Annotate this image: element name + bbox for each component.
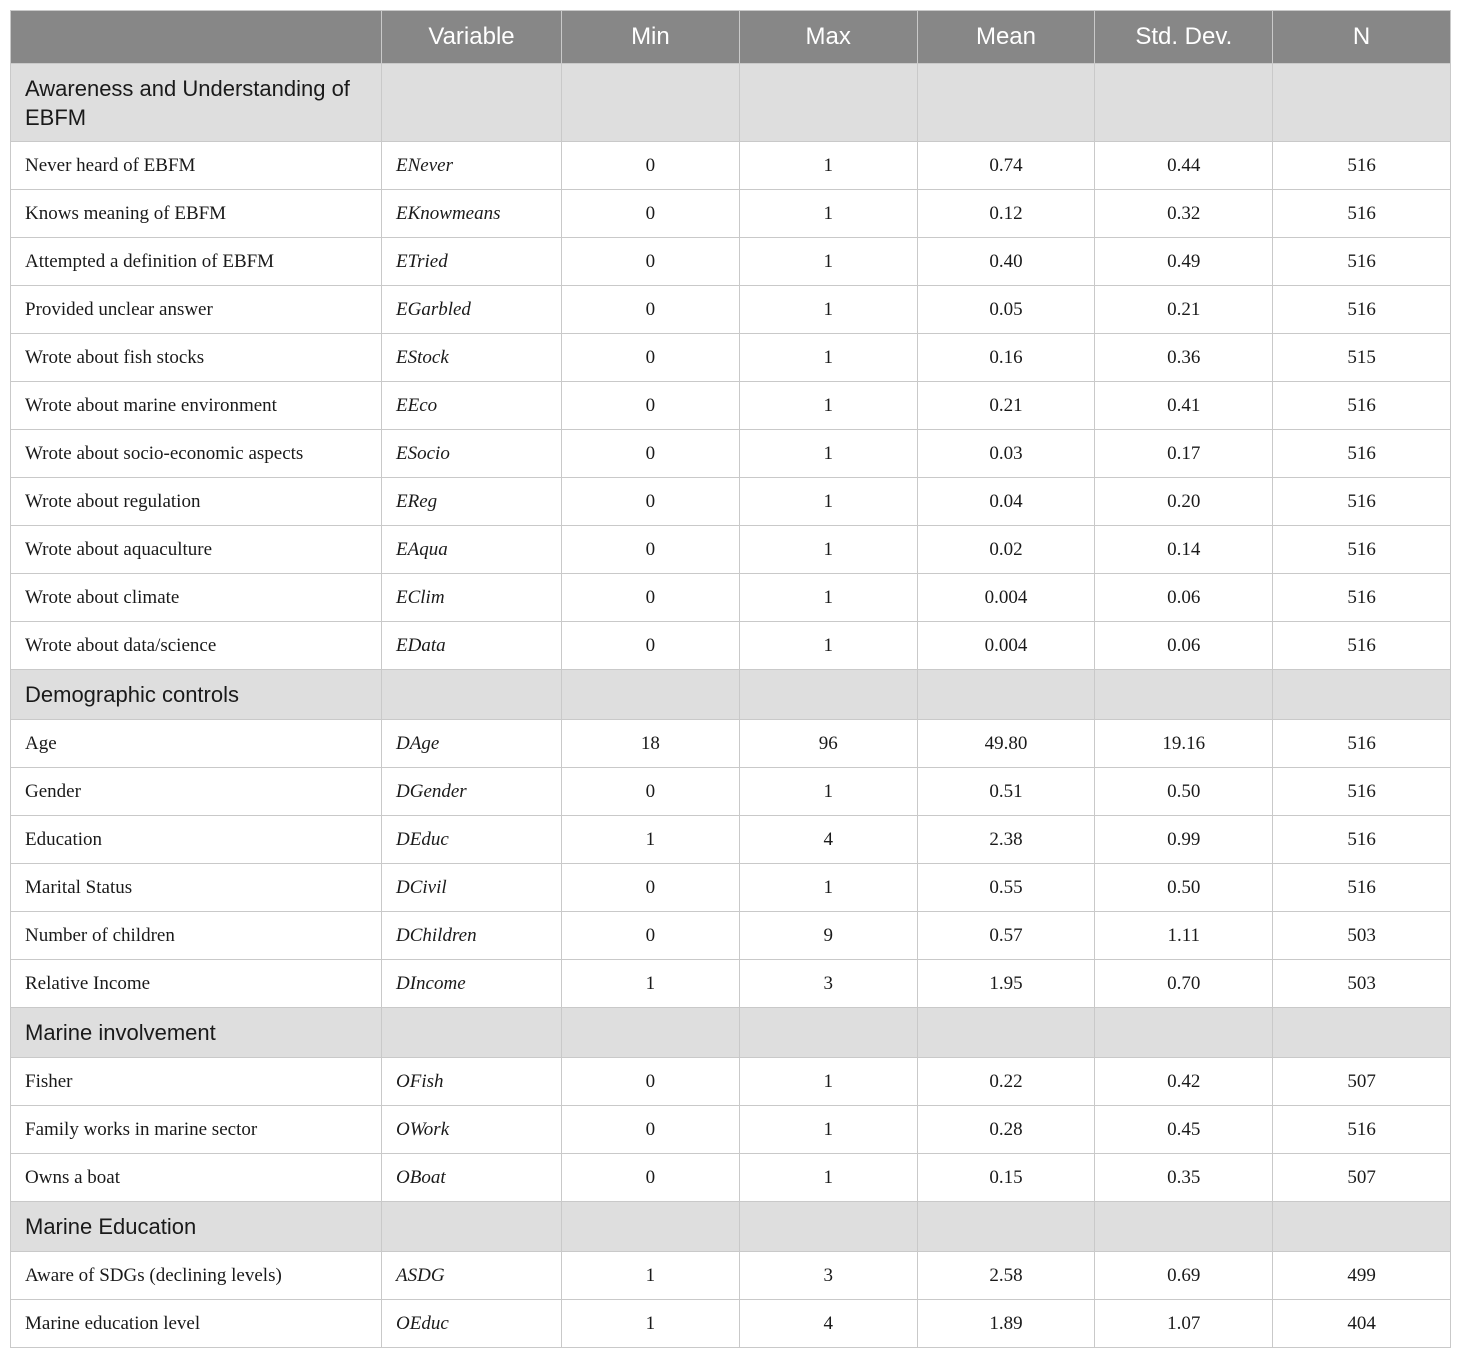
- n-value: 516: [1273, 190, 1451, 238]
- section-empty-cell: [739, 1008, 917, 1058]
- max-value: 1: [739, 1058, 917, 1106]
- table-row: [11, 430, 1451, 478]
- mean-value: 2.58: [917, 1252, 1095, 1300]
- mean-value: 0.12: [917, 190, 1095, 238]
- max-value: 3: [739, 1252, 917, 1300]
- row-label: Never heard of EBFM: [11, 142, 382, 190]
- section-empty-cell: [1273, 670, 1451, 720]
- section-empty-cell: [739, 64, 917, 142]
- n-value: 516: [1273, 720, 1451, 768]
- mean-value: 0.57: [917, 912, 1095, 960]
- n-value: 404: [1273, 1300, 1451, 1348]
- mean-value: 2.38: [917, 816, 1095, 864]
- row-label: Fisher: [11, 1058, 382, 1106]
- max-value: 4: [739, 1300, 917, 1348]
- std-dev-value: 0.49: [1095, 238, 1273, 286]
- variable-name: DGender: [382, 768, 562, 816]
- mean-value: 1.95: [917, 960, 1095, 1008]
- table-row: [11, 768, 1451, 816]
- variable-name: DEduc: [382, 816, 562, 864]
- min-value: 0: [562, 1154, 740, 1202]
- section-empty-cell: [1273, 1008, 1451, 1058]
- table-row: [11, 574, 1451, 622]
- min-value: 1: [562, 1252, 740, 1300]
- variable-name: OWork: [382, 1106, 562, 1154]
- table-row: [11, 960, 1451, 1008]
- section-header-row: [11, 1008, 1451, 1058]
- std-dev-value: 0.35: [1095, 1154, 1273, 1202]
- n-value: 516: [1273, 526, 1451, 574]
- row-label: Relative Income: [11, 960, 382, 1008]
- section-empty-cell: [917, 1202, 1095, 1252]
- max-value: 4: [739, 816, 917, 864]
- std-dev-value: 19.16: [1095, 720, 1273, 768]
- n-value: 499: [1273, 1252, 1451, 1300]
- variable-name: ASDG: [382, 1252, 562, 1300]
- table-row: [11, 912, 1451, 960]
- n-value: 516: [1273, 238, 1451, 286]
- variable-name: EGarbled: [382, 286, 562, 334]
- section-empty-cell: [739, 1202, 917, 1252]
- min-value: 0: [562, 864, 740, 912]
- header-std-dev: Std. Dev.: [1095, 11, 1273, 64]
- descriptive-statistics-table: [10, 10, 1451, 1348]
- std-dev-value: 0.17: [1095, 430, 1273, 478]
- mean-value: 0.15: [917, 1154, 1095, 1202]
- row-label: Wrote about marine environment: [11, 382, 382, 430]
- table-row: [11, 1300, 1451, 1348]
- row-label: Number of children: [11, 912, 382, 960]
- mean-value: 0.51: [917, 768, 1095, 816]
- min-value: 0: [562, 142, 740, 190]
- variable-name: DAge: [382, 720, 562, 768]
- std-dev-value: 0.06: [1095, 622, 1273, 670]
- n-value: 503: [1273, 912, 1451, 960]
- max-value: 1: [739, 1106, 917, 1154]
- std-dev-value: 0.20: [1095, 478, 1273, 526]
- n-value: 516: [1273, 142, 1451, 190]
- section-empty-cell: [382, 1008, 562, 1058]
- std-dev-value: 0.44: [1095, 142, 1273, 190]
- min-value: 0: [562, 622, 740, 670]
- header-min: Min: [562, 11, 740, 64]
- variable-name: EAqua: [382, 526, 562, 574]
- section-header-row: [11, 1202, 1451, 1252]
- row-label: Aware of SDGs (declining levels): [11, 1252, 382, 1300]
- section-empty-cell: [1095, 1008, 1273, 1058]
- min-value: 0: [562, 238, 740, 286]
- row-label: Family works in marine sector: [11, 1106, 382, 1154]
- std-dev-value: 0.06: [1095, 574, 1273, 622]
- table-row: [11, 816, 1451, 864]
- variable-name: OEduc: [382, 1300, 562, 1348]
- std-dev-value: 0.42: [1095, 1058, 1273, 1106]
- section-header-row: [11, 670, 1451, 720]
- section-title: Awareness and Understanding of EBFM: [11, 64, 382, 142]
- table-row: [11, 478, 1451, 526]
- table-row: [11, 1252, 1451, 1300]
- min-value: 0: [562, 382, 740, 430]
- section-empty-cell: [562, 1202, 740, 1252]
- table-row: [11, 286, 1451, 334]
- std-dev-value: 0.14: [1095, 526, 1273, 574]
- table-row: [11, 238, 1451, 286]
- n-value: 515: [1273, 334, 1451, 382]
- section-empty-cell: [1095, 670, 1273, 720]
- mean-value: 0.55: [917, 864, 1095, 912]
- section-empty-cell: [562, 670, 740, 720]
- variable-name: EReg: [382, 478, 562, 526]
- table-row: [11, 864, 1451, 912]
- min-value: 0: [562, 574, 740, 622]
- row-label: Attempted a definition of EBFM: [11, 238, 382, 286]
- min-value: 0: [562, 1058, 740, 1106]
- variable-name: ETried: [382, 238, 562, 286]
- std-dev-value: 0.69: [1095, 1252, 1273, 1300]
- n-value: 516: [1273, 1106, 1451, 1154]
- mean-value: 0.02: [917, 526, 1095, 574]
- max-value: 1: [739, 574, 917, 622]
- variable-name: EData: [382, 622, 562, 670]
- section-title: Demographic controls: [11, 670, 382, 720]
- n-value: 503: [1273, 960, 1451, 1008]
- mean-value: 0.28: [917, 1106, 1095, 1154]
- section-empty-cell: [382, 1202, 562, 1252]
- header-row: [11, 11, 1451, 64]
- std-dev-value: 0.36: [1095, 334, 1273, 382]
- min-value: 18: [562, 720, 740, 768]
- row-label: Gender: [11, 768, 382, 816]
- max-value: 1: [739, 768, 917, 816]
- row-label: Education: [11, 816, 382, 864]
- variable-name: EKnowmeans: [382, 190, 562, 238]
- min-value: 1: [562, 1300, 740, 1348]
- variable-name: EStock: [382, 334, 562, 382]
- table-row: [11, 622, 1451, 670]
- min-value: 1: [562, 816, 740, 864]
- header-variable: Variable: [382, 11, 562, 64]
- std-dev-value: 0.32: [1095, 190, 1273, 238]
- min-value: 0: [562, 286, 740, 334]
- std-dev-value: 0.21: [1095, 286, 1273, 334]
- row-label: Wrote about socio-economic aspects: [11, 430, 382, 478]
- table-row: [11, 720, 1451, 768]
- table-row: [11, 526, 1451, 574]
- std-dev-value: 0.99: [1095, 816, 1273, 864]
- n-value: 516: [1273, 768, 1451, 816]
- variable-name: DIncome: [382, 960, 562, 1008]
- std-dev-value: 0.45: [1095, 1106, 1273, 1154]
- variable-name: DChildren: [382, 912, 562, 960]
- mean-value: 0.16: [917, 334, 1095, 382]
- variable-name: EEco: [382, 382, 562, 430]
- header-mean: Mean: [917, 11, 1095, 64]
- max-value: 1: [739, 238, 917, 286]
- variable-name: DCivil: [382, 864, 562, 912]
- min-value: 0: [562, 334, 740, 382]
- header-empty: [11, 11, 382, 64]
- n-value: 516: [1273, 478, 1451, 526]
- max-value: 3: [739, 960, 917, 1008]
- n-value: 516: [1273, 430, 1451, 478]
- mean-value: 0.40: [917, 238, 1095, 286]
- min-value: 0: [562, 190, 740, 238]
- section-empty-cell: [739, 670, 917, 720]
- n-value: 516: [1273, 286, 1451, 334]
- table-row: [11, 1106, 1451, 1154]
- std-dev-value: 0.70: [1095, 960, 1273, 1008]
- n-value: 507: [1273, 1154, 1451, 1202]
- n-value: 516: [1273, 864, 1451, 912]
- std-dev-value: 0.41: [1095, 382, 1273, 430]
- max-value: 96: [739, 720, 917, 768]
- n-value: 516: [1273, 382, 1451, 430]
- section-title: Marine involvement: [11, 1008, 382, 1058]
- mean-value: 0.21: [917, 382, 1095, 430]
- section-empty-cell: [917, 1008, 1095, 1058]
- n-value: 516: [1273, 816, 1451, 864]
- max-value: 1: [739, 478, 917, 526]
- mean-value: 0.03: [917, 430, 1095, 478]
- max-value: 1: [739, 382, 917, 430]
- row-label: Marital Status: [11, 864, 382, 912]
- std-dev-value: 0.50: [1095, 864, 1273, 912]
- max-value: 1: [739, 430, 917, 478]
- table-row: [11, 142, 1451, 190]
- row-label: Age: [11, 720, 382, 768]
- section-empty-cell: [1095, 64, 1273, 142]
- min-value: 0: [562, 768, 740, 816]
- min-value: 1: [562, 960, 740, 1008]
- max-value: 1: [739, 526, 917, 574]
- row-label: Provided unclear answer: [11, 286, 382, 334]
- min-value: 0: [562, 912, 740, 960]
- table-body: [11, 64, 1451, 1348]
- table-row: [11, 382, 1451, 430]
- header-n: N: [1273, 11, 1451, 64]
- max-value: 1: [739, 190, 917, 238]
- header-max: Max: [739, 11, 917, 64]
- row-label: Knows meaning of EBFM: [11, 190, 382, 238]
- section-title: Marine Education: [11, 1202, 382, 1252]
- mean-value: 1.89: [917, 1300, 1095, 1348]
- n-value: 516: [1273, 622, 1451, 670]
- section-empty-cell: [1095, 1202, 1273, 1252]
- table-row: [11, 1058, 1451, 1106]
- row-label: Wrote about regulation: [11, 478, 382, 526]
- table-row: [11, 334, 1451, 382]
- table-header: [11, 11, 1451, 64]
- max-value: 1: [739, 864, 917, 912]
- max-value: 1: [739, 334, 917, 382]
- row-label: Owns a boat: [11, 1154, 382, 1202]
- variable-name: OBoat: [382, 1154, 562, 1202]
- mean-value: 0.004: [917, 622, 1095, 670]
- max-value: 1: [739, 142, 917, 190]
- max-value: 1: [739, 622, 917, 670]
- section-empty-cell: [917, 64, 1095, 142]
- max-value: 1: [739, 286, 917, 334]
- section-empty-cell: [917, 670, 1095, 720]
- row-label: Wrote about fish stocks: [11, 334, 382, 382]
- std-dev-value: 1.11: [1095, 912, 1273, 960]
- section-empty-cell: [382, 64, 562, 142]
- variable-name: ENever: [382, 142, 562, 190]
- mean-value: 0.004: [917, 574, 1095, 622]
- section-empty-cell: [382, 670, 562, 720]
- min-value: 0: [562, 478, 740, 526]
- row-label: Wrote about aquaculture: [11, 526, 382, 574]
- section-empty-cell: [562, 1008, 740, 1058]
- mean-value: 49.80: [917, 720, 1095, 768]
- max-value: 9: [739, 912, 917, 960]
- min-value: 0: [562, 430, 740, 478]
- std-dev-value: 1.07: [1095, 1300, 1273, 1348]
- variable-name: ESocio: [382, 430, 562, 478]
- n-value: 507: [1273, 1058, 1451, 1106]
- max-value: 1: [739, 1154, 917, 1202]
- mean-value: 0.05: [917, 286, 1095, 334]
- row-label: Wrote about data/science: [11, 622, 382, 670]
- mean-value: 0.04: [917, 478, 1095, 526]
- mean-value: 0.22: [917, 1058, 1095, 1106]
- min-value: 0: [562, 526, 740, 574]
- section-header-row: [11, 64, 1451, 142]
- std-dev-value: 0.50: [1095, 768, 1273, 816]
- section-empty-cell: [1273, 1202, 1451, 1252]
- table-row: [11, 190, 1451, 238]
- min-value: 0: [562, 1106, 740, 1154]
- variable-name: OFish: [382, 1058, 562, 1106]
- n-value: 516: [1273, 574, 1451, 622]
- variable-name: EClim: [382, 574, 562, 622]
- section-empty-cell: [1273, 64, 1451, 142]
- table-row: [11, 1154, 1451, 1202]
- section-empty-cell: [562, 64, 740, 142]
- mean-value: 0.74: [917, 142, 1095, 190]
- row-label: Marine education level: [11, 1300, 382, 1348]
- row-label: Wrote about climate: [11, 574, 382, 622]
